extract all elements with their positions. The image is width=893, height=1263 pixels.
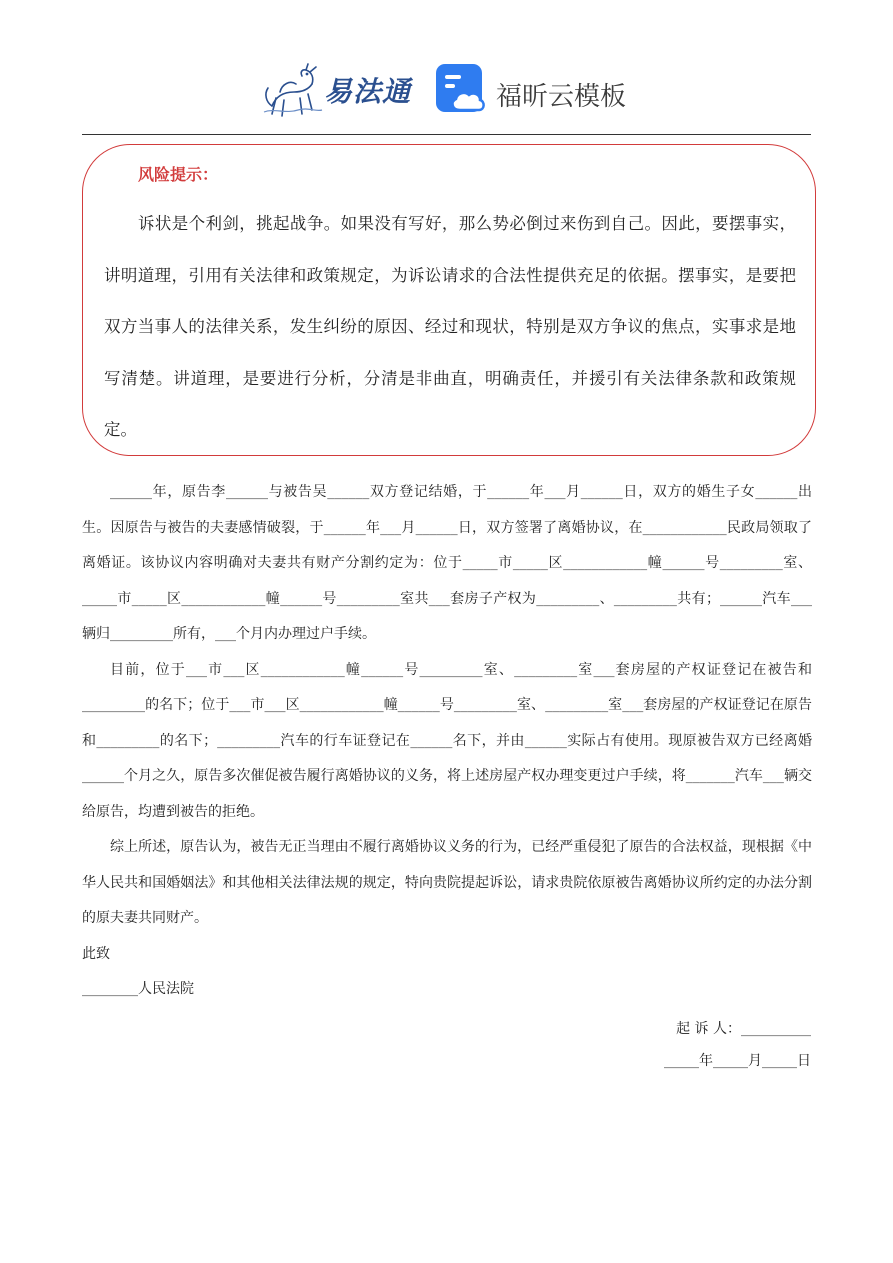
court-name: ________人民法院 [82,981,194,997]
header [0,58,893,122]
plaintiff-signature-line: 起 诉 人：__________ [676,1021,811,1037]
paragraph-marriage-facts: ______年，原告李______与被告吴______双方登记结婚，于______年___月______日，双方的婚生子女______出生。因原告与被告的夫妻感情破裂，于______年___月______日，双方签署了离婚协议，在____________民政局领取了离婚证。该协议内容明确对夫妻共有财产分割约定为：位于_____市_____区____________幢______号_________室、_____市_____区____________幢______号_________室共___套房子产权为_________、_________共有；______汽车___辆归_________所有，___个月内办理过户手续。 [82,484,812,642]
cloud-document-icon [436,64,486,116]
paragraph-conclusion: 综上所述，原告认为，被告无正当理由不履行离婚协议义务的行为，已经严重侵犯了原告的合法权益，现根据《中华人民共和国婚姻法》和其他相关法律法规的规定，特向贵院提起诉讼，请求贵院依原被告离婚协议所约定的办法分割的原夫妻共同财产。 [82,839,812,926]
header-divider [82,134,811,135]
yifatong-logo-text: 易法通 [324,75,412,108]
horse-emblem-icon [262,62,324,118]
complaint-body [82,475,812,1008]
paragraph-property-status: 目前，位于___市___区____________幢______号_________室、_________室___套房屋的产权证登记在被告和_________的名下；位于___市___区____________幢______号_________室、_________室___套房屋的产权证登记在原告和_________的名下；_________汽车的行车证登记在______名下，并由______实际占有使用。现原被告双方已经离婚______个月之久，原告多次催促被告履行离婚协议的义务，将上述房屋产权办理变更过户手续，将_______汽车___辆交给原告，均遭到被告的拒绝。 [82,661,812,820]
risk-warning-text: 诉状是个利剑，挑起战争。如果没有写好，那么势必倒过来伤到自己。因此，要摆事实，讲明道理，引用有关法律和政策规定，为诉讼请求的合法性提供充足的依据。摆事实，是要把双方当事人的法律关系，发生纠纷的原因、经过和现状，特别是双方争议的焦点，实事求是地写清楚。讲道理，是要进行分析，分清是非曲直，明确责任，并援引有关法律条款和政策规定。 [104,214,796,439]
fuxin-cloud-logo [436,64,636,118]
yifatong-logo [262,60,412,118]
signature-date-line: _____年_____月_____日 [664,1053,811,1069]
closing-salutation: 此致 [82,945,110,962]
fuxin-cloud-logo-text: 福昕云模板 [496,82,627,112]
risk-warning-title: 风险提示： [138,165,219,184]
